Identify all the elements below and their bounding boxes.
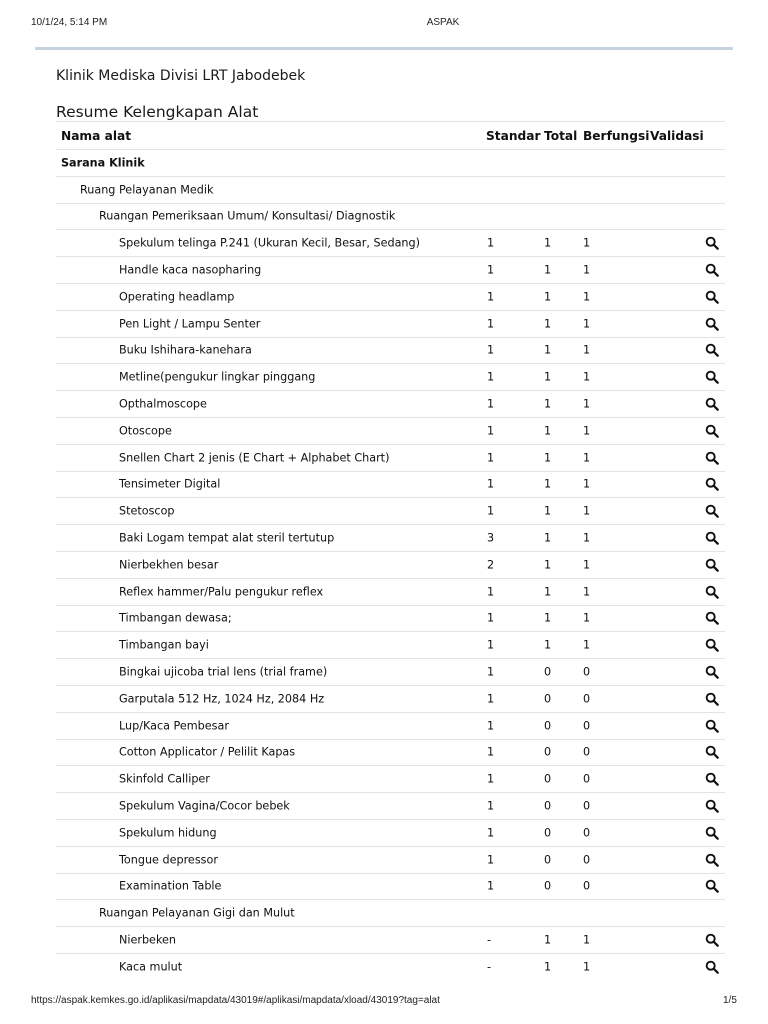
berfungsi-value: 0: [583, 853, 591, 867]
berfungsi-value: 0: [583, 745, 591, 759]
standar-value: 1: [487, 343, 495, 357]
page-url: https://aspak.kemkes.go.id/aplikasi/mapdata/43019#/aplikasi/mapdata/xload/43019?tag=alat: [31, 995, 440, 1006]
total-value: 1: [544, 504, 552, 518]
berfungsi-value: 1: [583, 317, 591, 331]
group-name: Sarana Klinik: [61, 156, 145, 170]
equipment-name: Spekulum telinga P.241 (Ukuran Kecil, Besar, Sedang): [119, 236, 420, 250]
total-value: 1: [544, 558, 552, 572]
search-icon[interactable]: [705, 638, 719, 652]
search-icon[interactable]: [705, 719, 719, 733]
total-value: 0: [544, 879, 552, 893]
total-value: 0: [544, 772, 552, 786]
total-value: 1: [544, 263, 552, 277]
equipment-name: Skinfold Calliper: [119, 772, 210, 786]
equipment-name: Bingkai ujicoba trial lens (trial frame): [119, 665, 328, 679]
equipment-name: Spekulum Vagina/Cocor bebek: [119, 799, 290, 813]
standar-value: 1: [487, 692, 495, 706]
berfungsi-value: 1: [583, 933, 591, 947]
standar-value: -: [487, 933, 492, 947]
total-value: 0: [544, 826, 552, 840]
equipment-name: Cotton Applicator / Pelilit Kapas: [119, 745, 296, 759]
berfungsi-value: 0: [583, 879, 591, 893]
table-row: [56, 283, 725, 310]
search-icon[interactable]: [705, 585, 719, 599]
berfungsi-value: 0: [583, 692, 591, 706]
page-number: 1/5: [723, 995, 737, 1006]
total-value: 1: [544, 370, 552, 384]
search-icon[interactable]: [705, 317, 719, 331]
print-header: [0, 17, 768, 31]
table-row: [56, 444, 725, 471]
search-icon[interactable]: [705, 853, 719, 867]
standar-value: 1: [487, 799, 495, 813]
search-icon[interactable]: [705, 451, 719, 465]
equipment-name: Timbangan bayi: [119, 638, 209, 652]
table-group-row: [56, 176, 725, 203]
equipment-name: Baki Logam tempat alat steril tertutup: [119, 531, 335, 545]
print-title: ASPAK: [426, 17, 460, 28]
search-icon[interactable]: [705, 290, 719, 304]
equipment-name: Nierbekhen besar: [119, 558, 219, 572]
column-header-nama-alat: Nama alat: [61, 128, 132, 143]
berfungsi-value: 0: [583, 799, 591, 813]
standar-value: 1: [487, 585, 495, 599]
total-value: 0: [544, 745, 552, 759]
equipment-name: Opthalmoscope: [119, 397, 207, 411]
table-row: [56, 363, 725, 390]
standar-value: -: [487, 960, 492, 974]
section-title: Resume Kelengkapan Alat: [56, 103, 259, 121]
table-row: [56, 256, 725, 283]
berfungsi-value: 0: [583, 826, 591, 840]
search-icon[interactable]: [705, 397, 719, 411]
table-row: [56, 819, 725, 846]
total-value: 0: [544, 853, 552, 867]
equipment-name: Otoscope: [119, 424, 172, 438]
table-group-row: [56, 203, 725, 230]
table-body: [56, 149, 725, 980]
search-icon[interactable]: [705, 558, 719, 572]
berfungsi-value: 1: [583, 343, 591, 357]
table-row: [56, 551, 725, 578]
search-icon[interactable]: [705, 879, 719, 893]
group-name: Ruangan Pelayanan Gigi dan Mulut: [99, 906, 295, 920]
table-row: [56, 390, 725, 417]
standar-value: 1: [487, 317, 495, 331]
total-value: 1: [544, 424, 552, 438]
total-value: 1: [544, 585, 552, 599]
table-row: [56, 792, 725, 819]
total-value: 0: [544, 665, 552, 679]
equipment-name: Garputala 512 Hz, 1024 Hz, 2084 Hz: [119, 692, 325, 706]
equipment-name: Lup/Kaca Pembesar: [119, 719, 229, 733]
standar-value: 1: [487, 745, 495, 759]
total-value: 1: [544, 960, 552, 974]
search-icon[interactable]: [705, 531, 719, 545]
standar-value: 1: [487, 611, 495, 625]
equipment-name: Nierbeken: [119, 933, 176, 947]
standar-value: 1: [487, 665, 495, 679]
search-icon[interactable]: [705, 263, 719, 277]
search-icon[interactable]: [705, 477, 719, 491]
standar-value: 1: [487, 504, 495, 518]
top-divider: [35, 47, 733, 50]
table-row: [56, 712, 725, 739]
total-value: 1: [544, 290, 552, 304]
search-icon[interactable]: [705, 343, 719, 357]
equipment-name: Spekulum hidung: [119, 826, 217, 840]
table-row: [56, 873, 725, 900]
equipment-name: Metline(pengukur lingkar pinggang: [119, 370, 316, 384]
standar-value: 1: [487, 424, 495, 438]
berfungsi-value: 1: [583, 236, 591, 250]
berfungsi-value: 1: [583, 451, 591, 465]
standar-value: 2: [487, 558, 495, 572]
equipment-name: Buku Ishihara-kanehara: [119, 343, 252, 357]
column-header-standar: Standar: [486, 128, 541, 143]
table-row: [56, 229, 725, 256]
equipment-name: Handle kaca nasopharing: [119, 263, 262, 277]
standar-value: 1: [487, 290, 495, 304]
table-row: [56, 578, 725, 605]
berfungsi-value: 1: [583, 397, 591, 411]
standar-value: 1: [487, 826, 495, 840]
search-icon[interactable]: [705, 772, 719, 786]
equipment-name: Pen Light / Lampu Senter: [119, 317, 261, 331]
table-row: [56, 310, 725, 337]
search-icon[interactable]: [705, 692, 719, 706]
table-group-row: [56, 149, 725, 176]
total-value: 1: [544, 317, 552, 331]
berfungsi-value: 1: [583, 960, 591, 974]
total-value: 1: [544, 611, 552, 625]
standar-value: 3: [487, 531, 495, 545]
berfungsi-value: 1: [583, 263, 591, 277]
search-icon[interactable]: [705, 370, 719, 384]
standar-value: 1: [487, 772, 495, 786]
table-row: [56, 846, 725, 873]
berfungsi-value: 1: [583, 531, 591, 545]
print-datetime: 10/1/24, 5:14 PM: [31, 17, 108, 28]
equipment-table: [56, 121, 725, 980]
berfungsi-value: 1: [583, 477, 591, 491]
search-icon[interactable]: [705, 611, 719, 625]
search-icon[interactable]: [705, 665, 719, 679]
berfungsi-value: 1: [583, 290, 591, 304]
search-icon[interactable]: [705, 799, 719, 813]
equipment-name: Kaca mulut: [119, 960, 183, 974]
total-value: 0: [544, 719, 552, 733]
total-value: 1: [544, 397, 552, 411]
total-value: 0: [544, 692, 552, 706]
standar-value: 1: [487, 451, 495, 465]
table-row: [56, 337, 725, 364]
table-row: [56, 631, 725, 658]
total-value: 1: [544, 531, 552, 545]
equipment-name: Reflex hammer/Palu pengukur reflex: [119, 585, 324, 599]
table-row: [56, 497, 725, 524]
table-header-row: [56, 121, 725, 149]
table-group-row: [56, 899, 725, 926]
equipment-name: Tensimeter Digital: [119, 477, 221, 491]
search-icon[interactable]: [705, 504, 719, 518]
search-icon[interactable]: [705, 236, 719, 250]
berfungsi-value: 0: [583, 719, 591, 733]
berfungsi-value: 1: [583, 611, 591, 625]
equipment-name: Timbangan dewasa;: [119, 611, 232, 625]
table-row: [56, 471, 725, 498]
equipment-name: Snellen Chart 2 jenis (E Chart + Alphabet Chart): [119, 451, 390, 465]
group-name: Ruangan Pemeriksaan Umum/ Konsultasi/ Diagnostik: [99, 209, 396, 223]
table-row: [56, 739, 725, 766]
berfungsi-value: 1: [583, 638, 591, 652]
standar-value: 1: [487, 397, 495, 411]
berfungsi-value: 0: [583, 665, 591, 679]
total-value: 1: [544, 236, 552, 250]
table-row: [56, 685, 725, 712]
berfungsi-value: 1: [583, 504, 591, 518]
standar-value: 1: [487, 638, 495, 652]
column-header-total: Total: [544, 128, 578, 143]
equipment-name: Operating headlamp: [119, 290, 235, 304]
table-row: [56, 524, 725, 551]
equipment-name: Examination Table: [119, 879, 222, 893]
standar-value: 1: [487, 879, 495, 893]
search-icon[interactable]: [705, 826, 719, 840]
clinic-name: Klinik Mediska Divisi LRT Jabodebek: [56, 68, 306, 84]
berfungsi-value: 1: [583, 585, 591, 599]
table-row: [56, 417, 725, 444]
column-header-berfungsi: Berfungsi: [583, 128, 650, 143]
search-icon[interactable]: [705, 424, 719, 438]
total-value: 1: [544, 477, 552, 491]
search-icon[interactable]: [705, 960, 719, 974]
standar-value: 1: [487, 477, 495, 491]
standar-value: 1: [487, 719, 495, 733]
berfungsi-value: 1: [583, 370, 591, 384]
berfungsi-value: 1: [583, 424, 591, 438]
table-row: [56, 765, 725, 792]
table-row: [56, 605, 725, 632]
search-icon[interactable]: [705, 933, 719, 947]
total-value: 1: [544, 343, 552, 357]
table-row: [56, 926, 725, 953]
total-value: 0: [544, 799, 552, 813]
total-value: 1: [544, 451, 552, 465]
total-value: 1: [544, 638, 552, 652]
equipment-name: Stetoscop: [119, 504, 175, 518]
table-row: [56, 953, 725, 980]
equipment-name: Tongue depressor: [119, 853, 218, 867]
berfungsi-value: 0: [583, 772, 591, 786]
standar-value: 1: [487, 236, 495, 250]
group-name: Ruang Pelayanan Medik: [80, 183, 214, 197]
standar-value: 1: [487, 263, 495, 277]
search-icon[interactable]: [705, 745, 719, 759]
berfungsi-value: 1: [583, 558, 591, 572]
standar-value: 1: [487, 853, 495, 867]
total-value: 1: [544, 933, 552, 947]
column-header-validasi: Validasi: [650, 128, 704, 143]
table-row: [56, 658, 725, 685]
standar-value: 1: [487, 370, 495, 384]
